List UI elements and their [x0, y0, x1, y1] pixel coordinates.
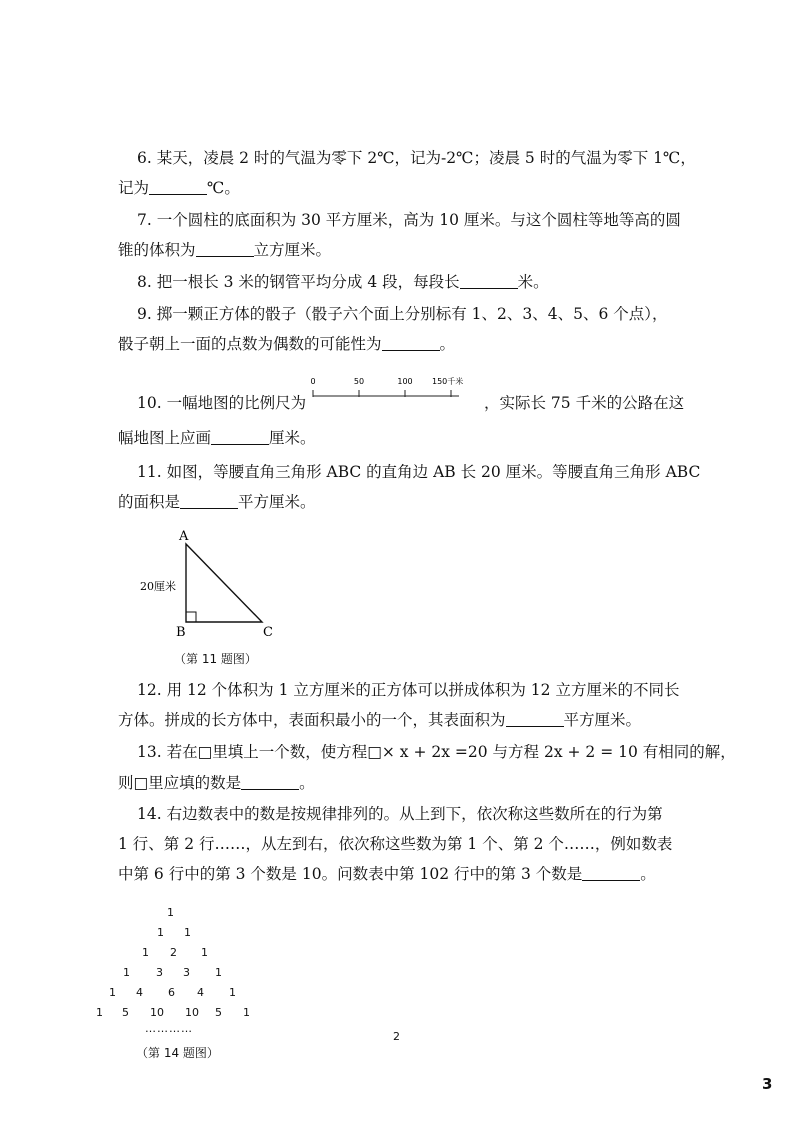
triangle-number: 5 — [215, 1006, 222, 1019]
q11-line1: 11. 如图，等腰直角三角形 ABC 的直角边 AB 长 20 厘米。等腰直角三角形 ABC — [137, 463, 701, 481]
triangle-number: 1 — [142, 946, 149, 959]
triangle-number: 1 — [123, 966, 130, 979]
scale-tick-50: 50 — [353, 377, 365, 386]
triangle-number: 1 — [157, 926, 164, 939]
triangle-number: 4 — [197, 986, 204, 999]
q10-line2 — [118, 428, 316, 448]
triangle-number: 6 — [168, 986, 175, 999]
q8-answer-blank[interactable] — [460, 272, 518, 289]
q8-unit: 米。 — [517, 273, 549, 291]
q14-line3-end: 。 — [640, 865, 656, 883]
q14-answer-blank[interactable] — [582, 864, 640, 881]
q14-line1: 14. 右边数表中的数是按规律排列的。从上到下，依次称这些数所在的行为第 — [137, 805, 663, 823]
scale-tick-150: 150千米 — [432, 377, 464, 386]
triangle-number: 1 — [243, 1006, 250, 1019]
q9-line2-end: 。 — [439, 335, 456, 353]
q6-line2-text: 记为 — [118, 179, 150, 197]
side-ab-label: 20厘米 — [140, 580, 176, 593]
q12-line2 — [118, 710, 641, 730]
vertex-c-label: C — [263, 625, 273, 640]
scale-tick-100: 100 — [397, 377, 413, 386]
q8-text: 8. 把一根长 3 米的钢管平均分成 4 段，每段长 — [137, 273, 460, 291]
q11-line2 — [118, 492, 316, 512]
q9-answer-blank[interactable] — [382, 334, 440, 351]
scale-bar — [304, 372, 484, 412]
q12-line2-text: 方体。拼成的长方体中，表面积最小的一个，其表面积为 — [118, 711, 506, 729]
center-page-number: 2 — [393, 1030, 400, 1043]
q7-line2-unit: 立方厘米。 — [253, 241, 332, 259]
q11-caption: （第 11 题图） — [174, 652, 257, 666]
q13-line1: 13. 若在□里填上一个数，使方程□× x + 2x =20 与方程 2x + 2 = 10 有相同的解， — [137, 743, 736, 761]
triangle-number: 5 — [122, 1006, 129, 1019]
q13-line2 — [118, 773, 315, 793]
triangle-number: 10 — [150, 1006, 164, 1019]
triangle-number: 3 — [183, 966, 190, 979]
triangle-number: 10 — [185, 1006, 199, 1019]
q12-line2-unit: 平方厘米。 — [563, 711, 642, 729]
q6-line2-unit: ℃。 — [207, 179, 240, 197]
q10-line1b: ，实际长 75 千米的公路在这 — [484, 394, 685, 412]
q7-line2 — [118, 240, 331, 260]
q13-line2-text: 则□里应填的数是 — [118, 774, 242, 792]
triangle-ellipsis: ………… — [145, 1022, 193, 1035]
q14-line3-text: 中第 6 行中的第 3 个数是 10。问数表中第 102 行中的第 3 个数是 — [118, 865, 583, 883]
q10-line1a: 10. 一幅地图的比例尺为 — [137, 394, 307, 412]
q14-caption: （第 14 题图） — [136, 1046, 219, 1060]
q11-line2-unit: 平方厘米。 — [238, 493, 316, 511]
right-angle-mark — [186, 612, 196, 622]
q6-line2 — [118, 178, 240, 198]
q7-line1: 7. 一个圆柱的底面积为 30 平方厘米，高为 10 厘米。与这个圆柱等地等高的圆 — [137, 211, 681, 229]
q6-answer-blank[interactable] — [149, 178, 207, 195]
q14-line2: 1 行、第 2 行……，从左到右，依次称这些数为第 1 个、第 2 个……，例如数表 — [118, 835, 673, 853]
triangle-number: 3 — [156, 966, 163, 979]
q9-line2-text: 骰子朝上一面的点数为偶数的可能性为 — [118, 335, 382, 353]
triangle-number: 2 — [170, 946, 177, 959]
q8-line — [137, 272, 549, 292]
q14-line3 — [118, 864, 656, 884]
vertex-b-label: B — [176, 625, 186, 640]
scale-tick-0: 0 — [310, 377, 316, 386]
triangle-number: 1 — [184, 926, 191, 939]
q6-line1: 6. 某天，凌晨 2 时的气温为零下 2℃，记为-2℃；凌晨 5 时的气温为零下 1℃， — [137, 149, 696, 167]
q9-line1: 9. 掷一颗正方体的骰子（骰子六个面上分别标有 1、2、3、4、5、6 个点）， — [137, 305, 668, 323]
triangle-abc — [186, 544, 262, 622]
q10-line2-text: 幅地图上应画 — [118, 429, 212, 447]
vertex-a-label: A — [179, 529, 189, 544]
page-number: 3 — [762, 1075, 773, 1093]
triangle-number: 1 — [229, 986, 236, 999]
q12-line1: 12. 用 12 个体积为 1 立方厘米的正方体可以拼成体积为 12 立方厘米的不同长 — [137, 681, 680, 699]
triangle-number: 1 — [109, 986, 116, 999]
q7-line2-text: 锥的体积为 — [118, 241, 196, 259]
triangle-number: 4 — [136, 986, 143, 999]
q9-line2 — [118, 334, 455, 354]
q7-answer-blank[interactable] — [196, 240, 254, 257]
q11-answer-blank[interactable] — [180, 492, 238, 509]
q11-triangle-figure — [136, 526, 286, 644]
q10-answer-blank[interactable] — [211, 428, 269, 445]
q12-answer-blank[interactable] — [506, 710, 564, 727]
triangle-number: 1 — [201, 946, 208, 959]
triangle-number: 1 — [215, 966, 222, 979]
q11-line2-text: 的面积是 — [118, 493, 181, 511]
q13-answer-blank[interactable] — [241, 773, 299, 790]
q10-line2-unit: 厘米。 — [269, 429, 316, 447]
q13-line2-end: 。 — [299, 774, 315, 792]
triangle-number: 1 — [96, 1006, 103, 1019]
triangle-number: 1 — [167, 906, 174, 919]
